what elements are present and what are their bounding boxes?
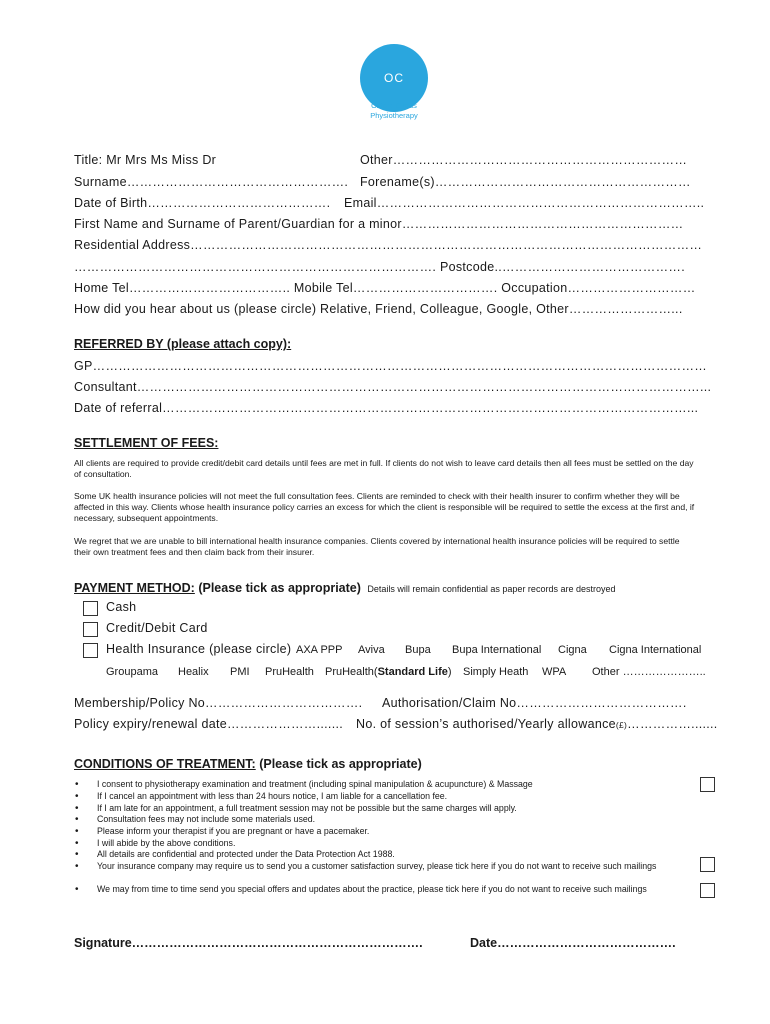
insurance-checkbox[interactable]: [83, 643, 98, 658]
logo-name-line1: Oxford Circus: [371, 101, 417, 110]
fees-paragraph-2: Some UK health insurance policies will not meet the full consultation fees. Clients are reminded to check with their health insurer to confirm whether they will be affected in this way. Clients whose health insurance policy carries an excess for which the client is responsible will be required to settle the excess at the first and, if necessary, subsequent appointments.: [74, 491, 695, 523]
condition-item: • I will abide by the above conditions.: [97, 838, 697, 849]
cash-checkbox[interactable]: [83, 601, 98, 616]
payment-heading: PAYMENT METHOD: (Please tick as appropriate) Details will remain confidential as paper records are destroyed: [74, 581, 616, 595]
email-field[interactable]: Email…………………………………………………………………..: [344, 196, 705, 210]
surname-field[interactable]: Surname…………………………………………….: [74, 175, 349, 189]
condition-item: • All details are confidential and protected under the Data Protection Act 1988.: [97, 849, 697, 860]
insurer-healix[interactable]: Healix: [178, 666, 209, 678]
insurer-cigna-international[interactable]: Cigna International: [609, 644, 702, 656]
fees-paragraph-3: We regret that we are unable to bill international health insurance companies. Clients covered by international health insurance policies will be required to settle their own treatment fees and then claim back from their insurer.: [74, 536, 680, 557]
membership-field[interactable]: Membership/Policy No……………………………….: [74, 696, 363, 710]
insurer-other-field[interactable]: Other …………………..: [592, 666, 706, 678]
insurer-cigna[interactable]: Cigna: [558, 644, 587, 656]
forename-field[interactable]: Forename(s)……………………………………………………: [360, 175, 691, 189]
conditions-heading: CONDITIONS OF TREATMENT: (Please tick as appropriate): [74, 757, 422, 771]
address-postcode-field[interactable]: …………………………………………………………………………. Postcode..…………………………………….: [74, 260, 685, 274]
condition-item: • We may from time to time send you special offers and updates about the practice, please tick here if you do not want to receive such mailings: [97, 884, 697, 895]
fees-heading: SETTLEMENT OF FEES:: [74, 436, 219, 450]
phone-occupation-field[interactable]: Home Tel……………………………….. Mobile Tel……………………………. Occupation…………………………: [74, 281, 696, 295]
authorisation-field[interactable]: Authorisation/Claim No………………………………….: [382, 696, 687, 710]
insurer-simply-health[interactable]: Simply Heath: [463, 666, 529, 678]
offers-optout-checkbox[interactable]: [700, 883, 715, 898]
fees-paragraph-1: All clients are required to provide credit/debit card details until fees are met in full. If clients do not wish to leave card details then all fees must be settled on the day of consultation.: [74, 458, 694, 479]
guardian-field[interactable]: First Name and Surname of Parent/Guardian for a minor…………………………………………………………: [74, 217, 684, 231]
payment-note: Details will remain confidential as paper records are destroyed: [367, 584, 616, 594]
condition-item: • If I cancel an appointment with less than 24 hours notice, I am liable for a cancellation fee.: [97, 791, 697, 802]
other-title-field[interactable]: Other……………………………………………………………: [360, 153, 688, 167]
referral-source-field[interactable]: How did you hear about us (please circle) Relative, Friend, Colleague, Google, Other……………………...: [74, 302, 683, 316]
dob-field[interactable]: Date of Birth…………………………………….: [74, 196, 331, 210]
insurer-bupa[interactable]: Bupa: [405, 644, 431, 656]
card-label: Credit/Debit Card: [106, 621, 208, 635]
signature-date-field[interactable]: Date…………………………………….: [470, 936, 676, 950]
logo-name-line2: Physiotherapy: [370, 111, 418, 120]
cash-label: Cash: [106, 600, 137, 614]
insurer-axa[interactable]: AXA PPP: [296, 644, 343, 656]
insurer-bupa-international[interactable]: Bupa International: [452, 644, 542, 656]
condition-item: • Your insurance company may require us to send you a customer satisfaction survey, please tick here if you do not want to receive such mailings: [97, 861, 697, 872]
sessions-field[interactable]: No. of session’s authorised/Yearly allowance(£)…………….......: [356, 717, 718, 731]
insurance-label: Health Insurance (please circle): [106, 642, 292, 656]
card-checkbox[interactable]: [83, 622, 98, 637]
insurer-pruhealth[interactable]: PruHealth: [265, 666, 314, 678]
address-field[interactable]: Residential Address…………………………………………………………………………………………………………: [74, 238, 703, 252]
title-options[interactable]: Title: Mr Mrs Ms Miss Dr: [74, 153, 217, 167]
signature-field[interactable]: Signature…………………………………………………………….: [74, 936, 423, 950]
condition-item: • I consent to physiotherapy examination and treatment (including spinal manipulation & acupuncture) & Massage: [97, 779, 697, 790]
condition-item: • If I am late for an appointment, a full treatment session may not be possible but the same charges will apply.: [97, 803, 697, 814]
consent-checkbox[interactable]: [700, 777, 715, 792]
consultant-field[interactable]: Consultant……………………………………………………………………………………………………………………...: [74, 380, 712, 394]
survey-optout-checkbox[interactable]: [700, 857, 715, 872]
policy-expiry-field[interactable]: Policy expiry/renewal date………………….......: [74, 717, 344, 731]
insurer-pruhealth-standard-life[interactable]: PruHealth(Standard Life): [325, 666, 452, 678]
condition-item: • Please inform your therapist if you are pregnant or have a pacemaker.: [97, 826, 697, 837]
logo-text: [338, 101, 450, 121]
logo-mark: OC: [360, 44, 428, 112]
insurer-groupama[interactable]: Groupama: [106, 666, 158, 678]
gp-field[interactable]: GP………………………………………………………………………………………………………………………………: [74, 359, 708, 373]
insurer-wpa[interactable]: WPA: [542, 666, 567, 678]
referral-date-field[interactable]: Date of referral……………………………………………………………………………………………………………...: [74, 401, 699, 415]
insurer-pmi[interactable]: PMI: [230, 666, 250, 678]
condition-item: • Consultation fees may not include some materials used.: [97, 814, 697, 825]
referred-heading: REFERRED BY (please attach copy):: [74, 337, 292, 351]
insurer-aviva[interactable]: Aviva: [358, 644, 385, 656]
